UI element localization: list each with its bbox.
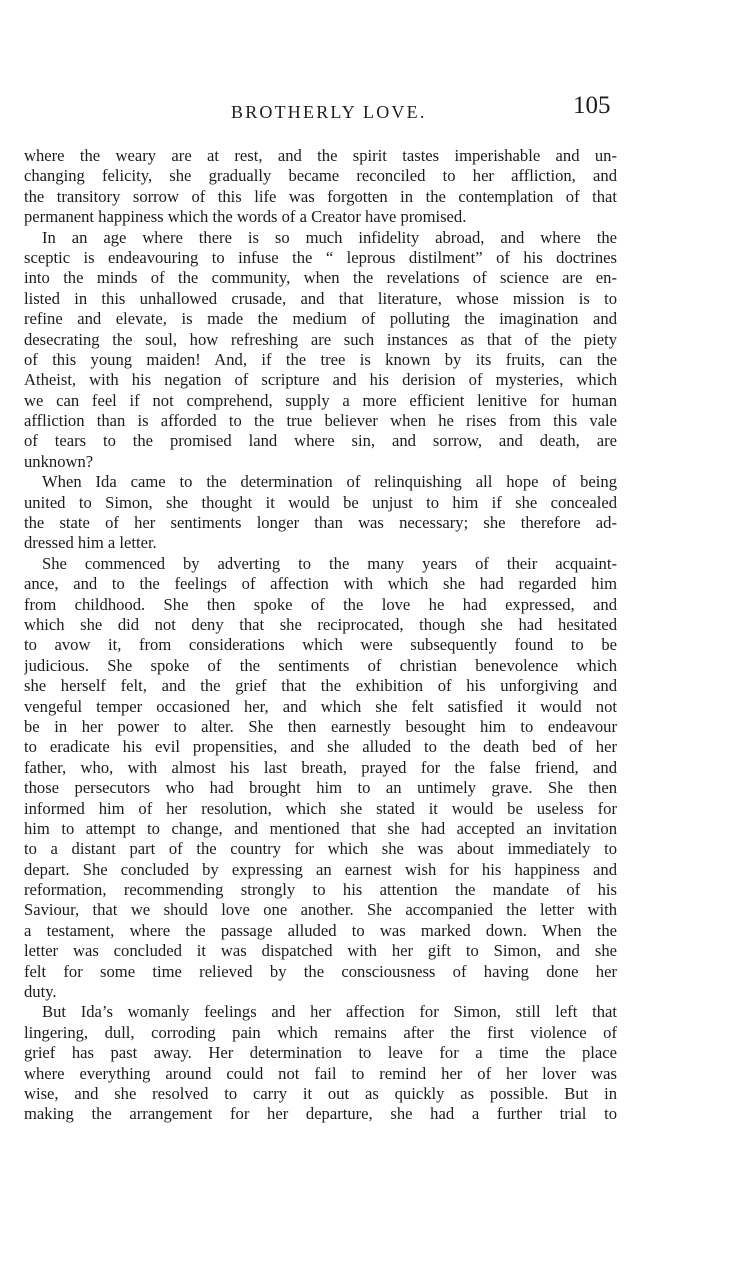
- paragraph: [24, 1002, 617, 1124]
- paragraph: [24, 228, 617, 473]
- paragraph: [24, 146, 617, 228]
- running-title: BROTHERLY LOVE.: [231, 102, 427, 122]
- text-line: of this young maiden! And, if the tree is known by its fruits, can the: [24, 349, 617, 369]
- text-line: letter was concluded it was dispatched with her gift to Simon, and she: [24, 941, 617, 961]
- text-line: dressed him a letter.: [24, 533, 157, 553]
- text-line: affliction than is afforded to the true believer when he rises from this vale: [24, 411, 617, 431]
- page-header: [0, 92, 733, 132]
- text-line: she herself felt, and the grief that the exhibition of his unforgiving and: [24, 676, 617, 696]
- text-line: vengeful temper occasioned her, and which she felt satisfied it would not: [24, 696, 617, 716]
- body-text: [24, 146, 617, 1125]
- text-line: She commenced by adverting to the many years of their acquaint-: [42, 553, 617, 573]
- text-line: united to Simon, she thought it would be unjust to him if she concealed: [24, 492, 617, 512]
- text-line: lingering, dull, corroding pain which remains after the first violence of: [24, 1022, 617, 1042]
- text-line: Saviour, that we should love one another. She accompanied the letter with: [24, 900, 617, 920]
- text-line: changing felicity, she gradually became reconciled to her affliction, and: [24, 166, 617, 186]
- text-line: to avow it, from considerations which were subsequently found to be: [24, 635, 617, 655]
- text-line: be in her power to alter. She then earnestly besought him to endeavour: [24, 716, 617, 736]
- text-line: judicious. She spoke of the sentiments of christian benevolence which: [24, 655, 617, 675]
- text-line: where the weary are at rest, and the spirit tastes imperishable and un-: [24, 146, 617, 165]
- text-line: ance, and to the feelings of affection with which she had regarded him: [24, 574, 617, 594]
- text-line: sceptic is endeavouring to infuse the “ leprous distilment” of his doctrines: [24, 247, 617, 267]
- text-line: listed in this unhallowed crusade, and that literature, whose mission is to: [24, 288, 617, 308]
- text-line: unknown?: [24, 451, 94, 471]
- text-line: Atheist, with his negation of scripture and his derision of mysteries, which: [24, 370, 617, 390]
- text-line: permanent happiness which the words of a Creator have promised.: [24, 207, 467, 227]
- paragraph: [24, 554, 617, 1003]
- text-line: reformation, recommending strongly to his attention the mandate of his: [24, 880, 617, 900]
- text-line: In an age where there is so much infidelity abroad, and where the: [42, 227, 617, 247]
- text-line: into the minds of the community, when the revelations of science are en-: [24, 268, 617, 288]
- text-line: refine and elevate, is made the medium of polluting the imagination and: [24, 309, 617, 329]
- text-line: of tears to the promised land where sin, and sorrow, and death, are: [24, 431, 617, 451]
- text-line: we can feel if not comprehend, supply a more efficient lenitive for human: [24, 390, 617, 410]
- text-line: the transitory sorrow of this life was forgotten in the contemplation of that: [24, 186, 617, 206]
- text-line: from childhood. She then spoke of the love he had expressed, and: [24, 594, 617, 614]
- text-line: where everything around could not fail to remind her of her lover was: [24, 1063, 617, 1083]
- text-line: a testament, where the passage alluded to was marked down. When the: [24, 920, 617, 940]
- text-line: wise, and she resolved to carry it out as quickly as possible. But in: [24, 1083, 617, 1103]
- text-line: depart. She concluded by expressing an earnest wish for his happiness and: [24, 859, 617, 879]
- page-number: 105: [573, 92, 611, 119]
- text-line: to eradicate his evil propensities, and she alluded to the death bed of her: [24, 737, 617, 757]
- text-line: those persecutors who had brought him to an untimely grave. She then: [24, 778, 617, 798]
- text-line: grief has past away. Her determination to leave for a time the place: [24, 1043, 617, 1063]
- text-line: felt for some time relieved by the consciousness of having done her: [24, 961, 617, 981]
- text-line: When Ida came to the determination of relinquishing all hope of being: [42, 472, 617, 492]
- text-line: which she did not deny that she reciprocated, though she had hesitated: [24, 614, 617, 634]
- text-line: father, who, with almost his last breath, prayed for the false friend, and: [24, 757, 617, 777]
- text-line: duty.: [24, 982, 57, 1002]
- text-line: to a distant part of the country for which she was about immediately to: [24, 839, 617, 859]
- text-line: desecrating the soul, how refreshing are such instances as that of the piety: [24, 329, 617, 349]
- text-line: But Ida’s womanly feelings and her affection for Simon, still left that: [42, 1002, 617, 1022]
- text-line: informed him of her resolution, which she stated it would be useless for: [24, 798, 617, 818]
- text-line: making the arrangement for her departure, she had a further trial to: [24, 1104, 617, 1124]
- paragraph: [24, 472, 617, 554]
- text-line: him to attempt to change, and mentioned that she had accepted an invitation: [24, 818, 617, 838]
- text-line: the state of her sentiments longer than was necessary; she therefore ad-: [24, 513, 617, 533]
